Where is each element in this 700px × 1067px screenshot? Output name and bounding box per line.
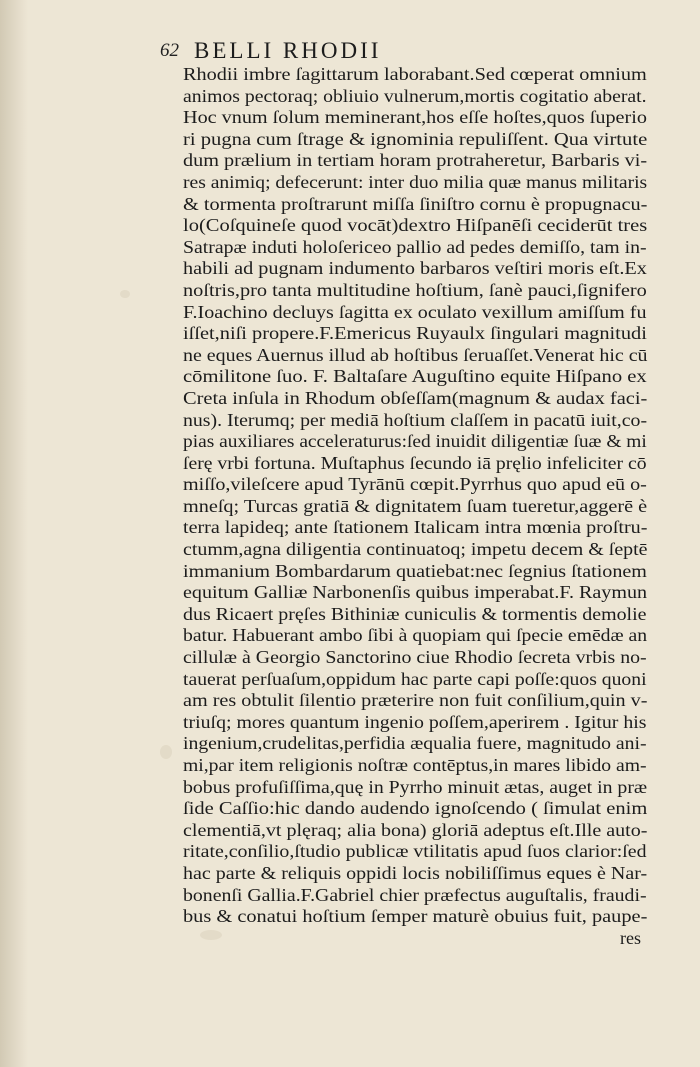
text-line: hac parte & reliquis oppidi locis nobiliſſimus eques è Nar- — [183, 862, 648, 883]
text-line: bus & conatui hoſtium ſemper maturè obuius fuit, paupe- — [183, 906, 648, 927]
spine-shadow — [0, 0, 28, 1067]
text-line: & tormenta proſtrarunt miſſa ſiniſtro cornu è propugnacu- — [183, 193, 648, 214]
text-line: ritate,conſilio,ſtudio publicæ vtilitatis apud ſuos clarior:ſed — [183, 841, 647, 862]
text-line: noſtris,pro tanta multitudine hoſtium, ſanè pauci,ſignifero — [183, 279, 647, 300]
text-line: Creta inſula in Rhodum obſeſſam(magnum & audax faci- — [183, 387, 648, 408]
text-line: ne eques Auernus illud ab hoſtibus ſeruaſſet.Venerat hic cū — [183, 344, 648, 365]
text-line: miſſo,vileſcere apud Tyrānū cœpit.Pyrrhus quo apud eū o- — [183, 474, 647, 495]
text-line: cillulæ à Georgio Sanctorino ciue Rhodio ſecreta vrbis no- — [183, 647, 647, 668]
running-head: BELLI RHODII — [194, 38, 382, 63]
text-line: Hoc vnum ſolum meminerant,hos eſſe hoſtes,quos ſuperio — [183, 107, 647, 128]
text-line: dum prælium in tertiam horam protraheretur, Barbaris vi- — [183, 150, 648, 171]
text-line: cōmilitone ſuo. F. Baltaſare Auguſtino equite Hiſpano ex — [183, 366, 647, 387]
text-line: ſide Caſſio:hic dando audendo ignoſcendo ( ſimulat enim — [183, 798, 648, 819]
text-line: bobus profuſiſſima,quę in Pyrrho minuit ætas, auget in præ — [183, 776, 648, 797]
text-line: ctumm,agna diligentia continuatoq; impetu decem & ſeptē — [183, 539, 648, 560]
text-line: tauerat perſuaſum,oppidum hac parte capi poſſe:quos quoni — [183, 668, 647, 689]
text-line: habili ad pugnam indumento barbaros veſtiri moris eſt.Ex — [183, 258, 647, 279]
text-line: immanium Bombardarum quatiebat:nec ſegnius ſtationem — [183, 560, 647, 581]
paper-stain — [200, 930, 222, 940]
text-line: iſſet,niſi propere.F.Emericus Ruyaulx ſingulari magnitudi — [183, 323, 647, 344]
catchword: res — [620, 928, 641, 948]
text-line: mi,par item religionis noſtræ contēptus,in mares libido am- — [183, 755, 647, 775]
text-line: pias auxiliares acceleraturus:ſed inuidit diligentiæ ſuæ & mi — [183, 431, 647, 452]
text-line: equitum Galliæ Narbonenſis quibus imperabat.F. Raymun — [183, 582, 648, 603]
text-line: dus Ricaert pręſes Bithiniæ cuniculis & tormentis demolie — [183, 603, 647, 624]
text-line: am res obtulit ſilentio præterire non fuit conſilium,quin v- — [183, 690, 648, 711]
text-line: F.Ioachino decluys ſagitta ex oculato vexillum amiſſum fu — [183, 301, 647, 322]
text-line: clementiā,vt plęraq; alia bona) gloriā adeptus eſt.Ille auto- — [183, 819, 648, 840]
text-line: bonenſi Gallia.F.Gabriel chier præfectus auguſtalis, fraudi- — [183, 884, 647, 905]
text-line: res animiq; defecerunt: inter duo milia quæ manus militaris — [183, 171, 648, 192]
text-line: batur. Habuerant ambo ſibi à quopiam qui ſpecie emēdæ an — [183, 625, 648, 646]
page-number: 62 — [160, 40, 179, 61]
text-line: lo(Coſquineſe quod vocāt)dextro Hiſpanēſi ceciderūt tres — [183, 215, 648, 236]
text-line: animos pectoraq; obliuio vulnerum,mortis cogitatio aberat. — [183, 85, 647, 106]
paper-stain — [160, 745, 172, 759]
text-line: triuſq; mores quantum ingenio poſſem,aperirem . Igitur his — [183, 711, 647, 732]
text-line: nus). Iterumq; per mediā hoſtium claſſem in pacatū iuit,co- — [183, 409, 648, 430]
text-line: ingenium,crudelitas,perfidia æqualia fuere, magnitudo ani- — [183, 733, 647, 754]
text-line: Satrapæ induti holoſericeo pallio ad pedes demiſſo, tam in- — [183, 236, 647, 257]
text-line: mneſq; Turcas gratiā & dignitatem ſuam tueretur,aggerē è — [183, 495, 648, 516]
body-text — [183, 64, 647, 928]
text-line: ri pugna cum ſtrage & ignominia repuliſſent. Qua virtute — [183, 128, 648, 149]
text-line: Rhodii imbre ſagittarum laborabant.Sed cœperat omnium — [183, 64, 647, 84]
text-line: terra lapideq; ante ſtationem Italicam intra mœnia proſtru- — [183, 517, 648, 538]
text-line: ſerę vrbi fortuna. Muſtaphus ſecundo iā pręlio infeliciter cō — [183, 452, 647, 473]
paper-stain — [120, 290, 130, 298]
